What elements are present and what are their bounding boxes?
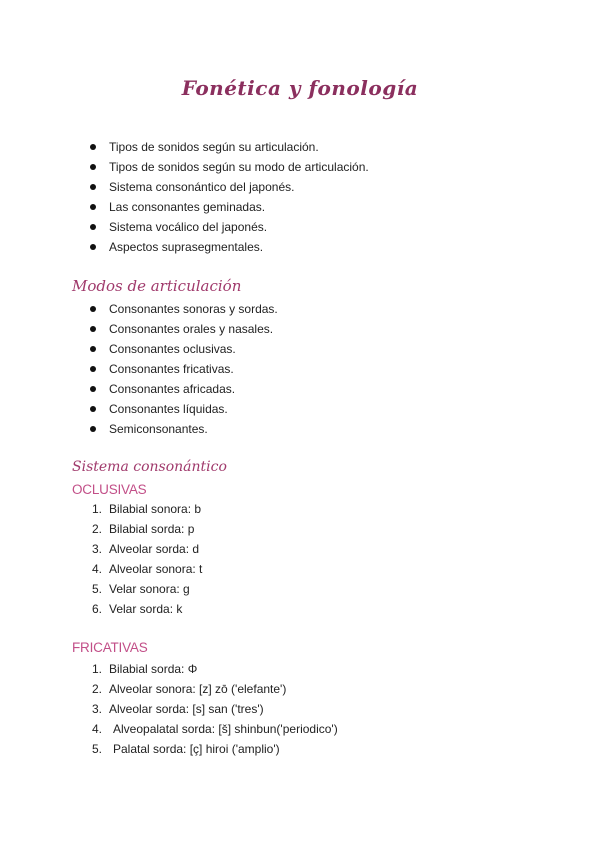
subheading-fricativas: FRICATIVAS xyxy=(72,640,148,655)
bullet-icon xyxy=(90,244,96,250)
bullet-icon xyxy=(90,224,96,230)
bullet-icon xyxy=(90,366,96,372)
bullet-icon xyxy=(90,164,96,170)
section-heading-modos: Modos de articulación xyxy=(72,277,242,295)
subheading-oclusivas: OCLUSIVAS xyxy=(72,482,147,497)
bullet-icon xyxy=(90,184,96,190)
section-heading-sistema: Sistema consonántico xyxy=(72,459,227,475)
bullet-icon xyxy=(90,144,96,150)
bullet-icon xyxy=(90,326,96,332)
bullet-icon xyxy=(90,204,96,210)
bullet-icon xyxy=(90,346,96,352)
page-title: Fonética y fonología xyxy=(181,76,419,100)
bullet-icon xyxy=(90,306,96,312)
bullet-icon xyxy=(90,386,96,392)
bullet-icon xyxy=(90,406,96,412)
bullet-icon xyxy=(90,426,96,432)
